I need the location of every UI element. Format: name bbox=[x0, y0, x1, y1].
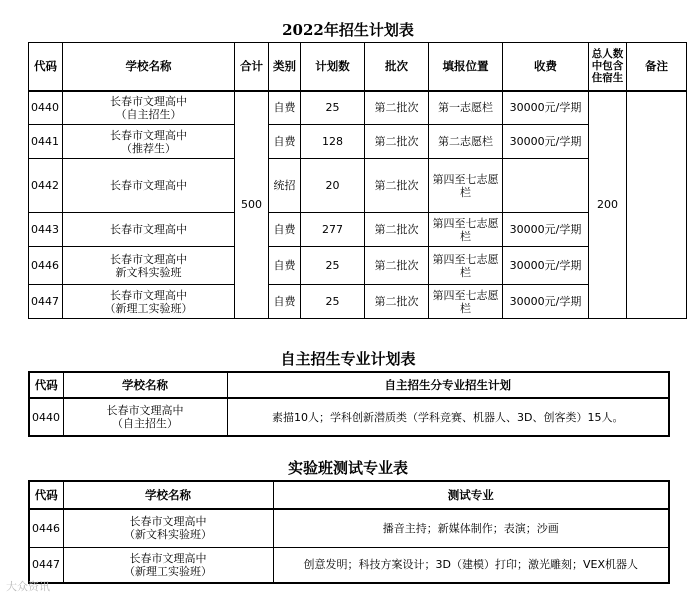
table-row bbox=[29, 247, 687, 285]
table-row bbox=[29, 159, 687, 213]
header-fee: 收费 bbox=[503, 43, 589, 91]
batch-cell: 第二批次 bbox=[365, 159, 429, 213]
note-cell bbox=[627, 91, 687, 319]
header-code: 代码 bbox=[29, 372, 63, 398]
table-row bbox=[29, 509, 669, 547]
header-school: 学校名称 bbox=[63, 372, 227, 398]
category-cell: 自费 bbox=[269, 125, 301, 159]
school-cell: 长春市文理高中 （推荐生） bbox=[63, 125, 235, 159]
category-cell: 自费 bbox=[269, 91, 301, 125]
header-batch: 批次 bbox=[365, 43, 429, 91]
batch-cell: 第二批次 bbox=[365, 213, 429, 247]
experimental-class-table bbox=[28, 480, 670, 584]
position-cell: 第四至七志愿栏 bbox=[429, 213, 503, 247]
fee-cell: 30000元/学期 bbox=[503, 213, 589, 247]
position-cell: 第一志愿栏 bbox=[429, 91, 503, 125]
school-cell: 长春市文理高中 （新理工实验班） bbox=[63, 547, 273, 583]
school-cell: 长春市文理高中 （新文科实验班） bbox=[63, 509, 273, 547]
table-row bbox=[29, 213, 687, 247]
boarding-cell: 200 bbox=[589, 91, 627, 319]
independent-enrollment-table bbox=[28, 371, 670, 437]
plan-cell: 128 bbox=[301, 125, 365, 159]
category-cell: 自费 bbox=[269, 247, 301, 285]
table3-title: 实验班测试专业表 bbox=[287, 459, 408, 477]
header-position: 填报位置 bbox=[429, 43, 503, 91]
subject-cell: 播音主持；新媒体制作；表演；沙画 bbox=[273, 509, 669, 547]
code-cell: 0440 bbox=[29, 91, 63, 125]
school-cell: 长春市文理高中 bbox=[63, 159, 235, 213]
school-cell: 长春市文理高中 （自主招生） bbox=[63, 398, 227, 436]
header-code: 代码 bbox=[29, 43, 63, 91]
header-note: 备注 bbox=[627, 43, 687, 91]
table-row bbox=[29, 125, 687, 159]
code-cell: 0440 bbox=[29, 398, 63, 436]
header-code: 代码 bbox=[29, 481, 63, 509]
enrollment-plan-table bbox=[28, 42, 687, 319]
fee-cell: 30000元/学期 bbox=[503, 285, 589, 319]
position-cell: 第四至七志愿栏 bbox=[429, 159, 503, 213]
plan-cell: 25 bbox=[301, 247, 365, 285]
plan-cell: 素描10人；学科创新潜质类（学科竞赛、机器人、3D、创客类）15人。 bbox=[227, 398, 669, 436]
table-row bbox=[29, 398, 669, 436]
header-total: 合计 bbox=[235, 43, 269, 91]
header-subject: 测试专业 bbox=[273, 481, 669, 509]
fee-cell bbox=[503, 159, 589, 213]
total-cell: 500 bbox=[235, 91, 269, 319]
code-cell: 0447 bbox=[29, 547, 63, 583]
school-cell: 长春市文理高中 （自主招生） bbox=[63, 91, 235, 125]
code-cell: 0443 bbox=[29, 213, 63, 247]
school-cell: 长春市文理高中 新文科实验班 bbox=[63, 247, 235, 285]
position-cell: 第四至七志愿栏 bbox=[429, 285, 503, 319]
batch-cell: 第二批次 bbox=[365, 247, 429, 285]
code-cell: 0447 bbox=[29, 285, 63, 319]
code-cell: 0441 bbox=[29, 125, 63, 159]
watermark: 大众资讯 bbox=[6, 580, 50, 593]
category-cell: 自费 bbox=[269, 285, 301, 319]
header-plan: 自主招生分专业招生计划 bbox=[227, 372, 669, 398]
plan-cell: 20 bbox=[301, 159, 365, 213]
school-cell: 长春市文理高中 bbox=[63, 213, 235, 247]
position-cell: 第四至七志愿栏 bbox=[429, 247, 503, 285]
code-cell: 0446 bbox=[29, 247, 63, 285]
category-cell: 自费 bbox=[269, 213, 301, 247]
category-cell: 统招 bbox=[269, 159, 301, 213]
plan-cell: 25 bbox=[301, 91, 365, 125]
header-category: 类别 bbox=[269, 43, 301, 91]
table-row bbox=[29, 91, 687, 125]
header-school: 学校名称 bbox=[63, 481, 273, 509]
plan-cell: 277 bbox=[301, 213, 365, 247]
fee-cell: 30000元/学期 bbox=[503, 91, 589, 125]
batch-cell: 第二批次 bbox=[365, 285, 429, 319]
fee-cell: 30000元/学期 bbox=[503, 247, 589, 285]
position-cell: 第二志愿栏 bbox=[429, 125, 503, 159]
table2-title: 自主招生专业计划表 bbox=[280, 350, 416, 368]
batch-cell: 第二批次 bbox=[365, 125, 429, 159]
plan-cell: 25 bbox=[301, 285, 365, 319]
header-boarding: 总人数中包含住宿生 bbox=[589, 43, 627, 91]
header-school: 学校名称 bbox=[63, 43, 235, 91]
fee-cell: 30000元/学期 bbox=[503, 125, 589, 159]
batch-cell: 第二批次 bbox=[365, 91, 429, 125]
school-cell: 长春市文理高中 （新理工实验班） bbox=[63, 285, 235, 319]
table-row bbox=[29, 285, 687, 319]
subject-cell: 创意发明；科技方案设计；3D（建模）打印；激光雕刻；VEX机器人 bbox=[273, 547, 669, 583]
table-row bbox=[29, 547, 669, 583]
code-cell: 0442 bbox=[29, 159, 63, 213]
header-plan: 计划数 bbox=[301, 43, 365, 91]
code-cell: 0446 bbox=[29, 509, 63, 547]
table1-title: 2022年招生计划表 bbox=[282, 21, 414, 39]
